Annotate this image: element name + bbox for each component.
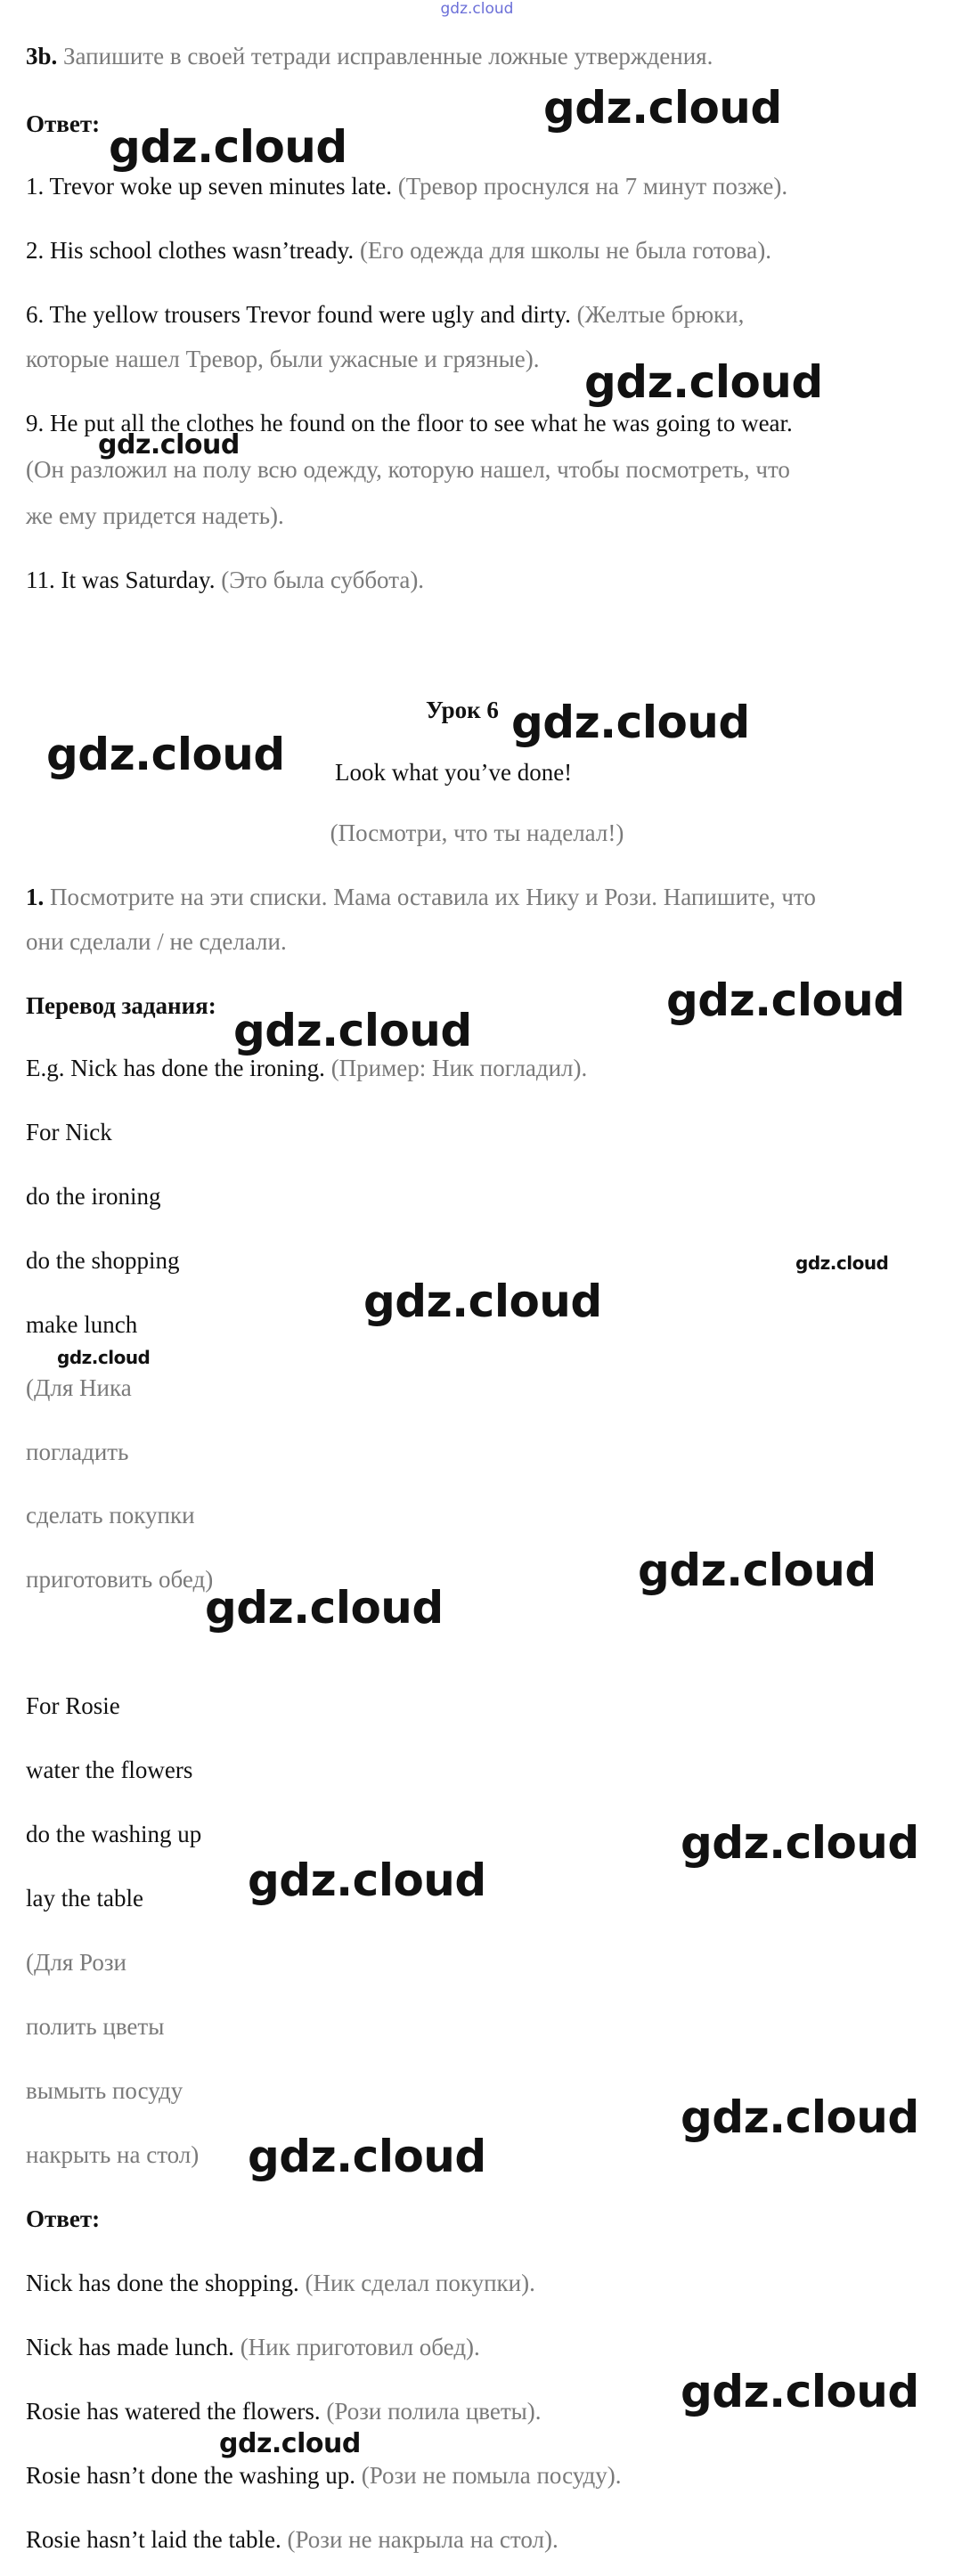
task-1: 1. Посмотрите на эти списки. Мама оставила их Нику и Рози. Напишите, что [26,884,816,910]
answer-label: Ответ: [26,2205,101,2232]
top-watermark: gdz.cloud [440,0,514,18]
answer-item: Rosie has watered the flowers. (Рози полила цветы). [26,2398,542,2425]
nick-list-item: make lunch [26,1311,138,1338]
answer-item-cont: же ему придется надеть). [26,502,284,529]
watermark: gdz.cloud [543,82,782,134]
watermark: gdz.cloud [666,974,905,1026]
answer-item: 2. His school clothes wasn’tready. (Его одежда для школы не была готова). [26,237,771,264]
lesson-title: Урок 6 [426,697,499,723]
nick-list-ru: (Для Ника [26,1374,132,1401]
answer-item: 1. Trevor woke up seven minutes late. (Тревор проснулся на 7 минут позже). [26,173,788,200]
watermark: gdz.cloud [248,2131,486,2182]
rosie-list-ru: вымыть посуду [26,2077,183,2104]
translation-label: Перевод задания: [26,992,216,1019]
answer-item-cont: которые нашел Тревор, были ужасные и грязные). [26,346,540,372]
task-number: 3b. [26,43,58,69]
rosie-list-item: do the washing up [26,1821,202,1847]
watermark: gdz.cloud [109,121,347,173]
rosie-list-ru: (Для Рози [26,1949,127,1976]
nick-list-item: do the ironing [26,1183,161,1210]
nick-list-item: do the shopping [26,1247,180,1274]
answer-item: Nick has done the shopping. (Ник сделал покупки). [26,2270,535,2296]
rosie-list-item: For Rosie [26,1692,120,1719]
rosie-list-ru: полить цветы [26,2013,165,2040]
nick-list-ru: сделать покупки [26,1502,195,1528]
watermark: gdz.cloud [638,1545,877,1596]
answer-item: 6. The yellow trousers Trevor found were ugly and dirty. (Желтые брюки, [26,301,745,328]
answer-item: Rosie hasn’t laid the table. (Рози не накрыла на стол). [26,2526,559,2553]
answer-label: Ответ: [26,110,101,137]
lesson-subtitle: Look what you’ve done! [335,759,573,786]
task-text: Запишите в своей тетради исправленные ложные утверждения. [63,43,713,69]
answer-item: 11. It was Saturday. (Это была суббота). [26,567,425,593]
nick-list-ru: погладить [26,1439,129,1465]
watermark: gdz.cloud [681,1817,919,1869]
answer-item-cont: (Он разложил на полу всю одежду, которую нашел, чтобы посмотреть, что [26,456,790,483]
nick-list-ru: приготовить обед) [26,1566,214,1593]
example: E.g. Nick has done the ironing. (Пример: Ник погладил). [26,1055,588,1081]
task-3b [26,41,713,71]
lesson-subtitle-translation: (Посмотри, что ты наделал!) [330,819,624,846]
watermark: gdz.cloud [363,1276,602,1327]
answer-item: 9. He put all the clothes he found on the floor to see what he was going to wear. [26,410,793,436]
rosie-list-ru: накрыть на стол) [26,2141,200,2168]
watermark: gdz.cloud [795,1252,889,1274]
watermark: gdz.cloud [98,429,240,461]
answer-item: Nick has made lunch. (Ник приготовил обед). [26,2334,480,2360]
rosie-list-item: water the flowers [26,1757,193,1783]
watermark: gdz.cloud [584,356,823,408]
rosie-list-item: lay the table [26,1885,143,1912]
watermark: gdz.cloud [219,2428,361,2459]
watermark: gdz.cloud [46,729,285,780]
watermark: gdz.cloud [233,1005,472,1056]
watermark: gdz.cloud [57,1347,151,1368]
watermark: gdz.cloud [205,1582,444,1634]
watermark: gdz.cloud [681,2091,919,2143]
task-1-cont: они сделали / не сделали. [26,928,287,955]
watermark: gdz.cloud [681,2366,919,2417]
nick-list-item: For Nick [26,1119,112,1145]
answer-item: Rosie hasn’t done the washing up. (Рози не помыла посуду). [26,2462,622,2489]
watermark: gdz.cloud [248,1855,486,1906]
watermark: gdz.cloud [511,697,750,748]
